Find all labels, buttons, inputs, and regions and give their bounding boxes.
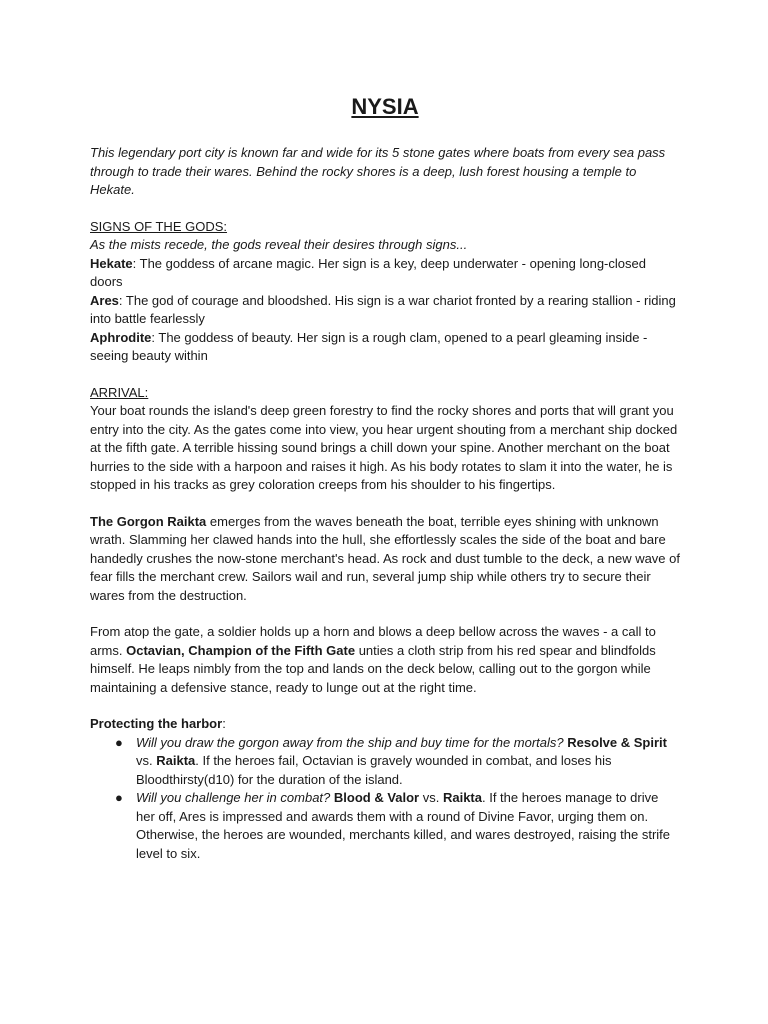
page-title: NYSIA [351, 94, 419, 119]
choice-stat: Resolve & Spirit [567, 734, 667, 750]
god-name: Aphrodite [90, 329, 152, 345]
signs-subtitle: As the mists recede, the gods reveal their desires through signs... [90, 237, 468, 252]
list-item: ● Will you draw the gorgon away from the ship and buy time for the mortals? Resolve & Spirit vs. Raikta. If the heroes fail, Octavian is gravely wounded in combat, and loses his Bloodthirsty(d10) for the duration of the island. [115, 734, 667, 787]
choice-outcome: . If the heroes fail, Octavian is gravely wounded in combat, and loses his Bloodthirsty(d10) for the duration of the island. [136, 753, 612, 787]
choice-question: Will you challenge her in combat? [136, 790, 331, 805]
choice-stat: Blood & Valor [333, 790, 420, 805]
choice-question: Will you draw the gorgon away from the ship and buy time for the mortals? [136, 734, 564, 750]
octavian-name: Octavian, Champion of the Fifth Gate [126, 642, 356, 658]
list-item: ● Will you challenge her in combat? Blood & Valor vs. Raikta. If the heroes manage to drive her off, Ares is impressed and awards them with a round of Divine Favor, urging them on. Otherwise, the heroes are wounded, merchants killed, and wares destroyed, raising the strife level to six. [115, 790, 670, 861]
document-page [90, 90, 680, 863]
intro-paragraph: This legendary port city is known far and wide for its 5 stone gates where boats from every sea pass through to trade their wares. Behind the rocky shores is a deep, lush forest housing a temple to Hekate. [90, 145, 666, 197]
bullet-icon: ● [115, 790, 123, 805]
choice-foe: Raikta [442, 790, 482, 805]
arrival-heading: ARRIVAL: [90, 384, 149, 400]
god-description: : The god of courage and bloodshed. His sign is a war chariot fronted by a rearing stallion - riding into battle fearlessly [90, 292, 676, 326]
protect-heading: Protecting the harbor: [90, 716, 226, 731]
god-name: Ares [90, 292, 119, 308]
arrival-paragraph-3: From atop the gate, a soldier holds up a horn and blows a deep bellow across the waves - a call to arms. Octavian, Champion of the Fifth Gate unties a cloth strip from his red spear and blindfolds himself. He leaps nimbly from the top and lands on the deck below, calling out to the gorgon while maintaining a defensive stance, ready to lunge out at the right time. [90, 624, 656, 695]
god-name: Hekate [90, 255, 133, 271]
god-hekate [90, 255, 680, 292]
bullet-icon: ● [115, 734, 123, 750]
arrival-paragraph-1: Your boat rounds the island's deep green forestry to find the rocky shores and ports that will grant you entry into the city. As the gates come into view, you hear urgent shouting from a merchant ship docked at the fifth gate. A terrible hissing sound brings a chill down your spine. Another merchant on the boat hurries to the side with a harpoon and raises it high. As his body rotates to slam it into the water, he is stopped in his tracks as grey coloration creeps from his shoulder to his fingertips. [90, 403, 678, 492]
gorgon-name: The Gorgon Raikta [90, 513, 207, 529]
god-ares [90, 292, 680, 329]
arrival-paragraph-2: The Gorgon Raikta emerges from the waves beneath the boat, terrible eyes shining with unknown wrath. Slamming her clawed hands into the hull, she effortlessly scales the side of the boat and bare handedly crushes the now-stone merchant's head. As rock and dust tumble to the deck, a new wave of fear fills the merchant crew. Sailors wail and run, several jump ship while others try to secure their wares from the destruction. [90, 513, 680, 603]
god-description: : The goddess of beauty. Her sign is a rough clam, opened to a pearl gleaming inside - seeing beauty within [90, 329, 648, 363]
signs-heading: SIGNS OF THE GODS: [90, 218, 228, 234]
choice-foe: Raikta [156, 753, 196, 768]
choice-outcome: . If the heroes manage to drive her off, Ares is impressed and awards them with a round of Divine Favor, urging them on. Otherwise, the heroes are wounded, merchants killed, and wares destroyed, raising the strife level to six. [136, 790, 670, 861]
god-description: : The goddess of arcane magic. Her sign is a key, deep underwater - opening long-closed doors [90, 255, 646, 289]
choice-list [90, 734, 680, 864]
god-aphrodite [90, 329, 680, 366]
